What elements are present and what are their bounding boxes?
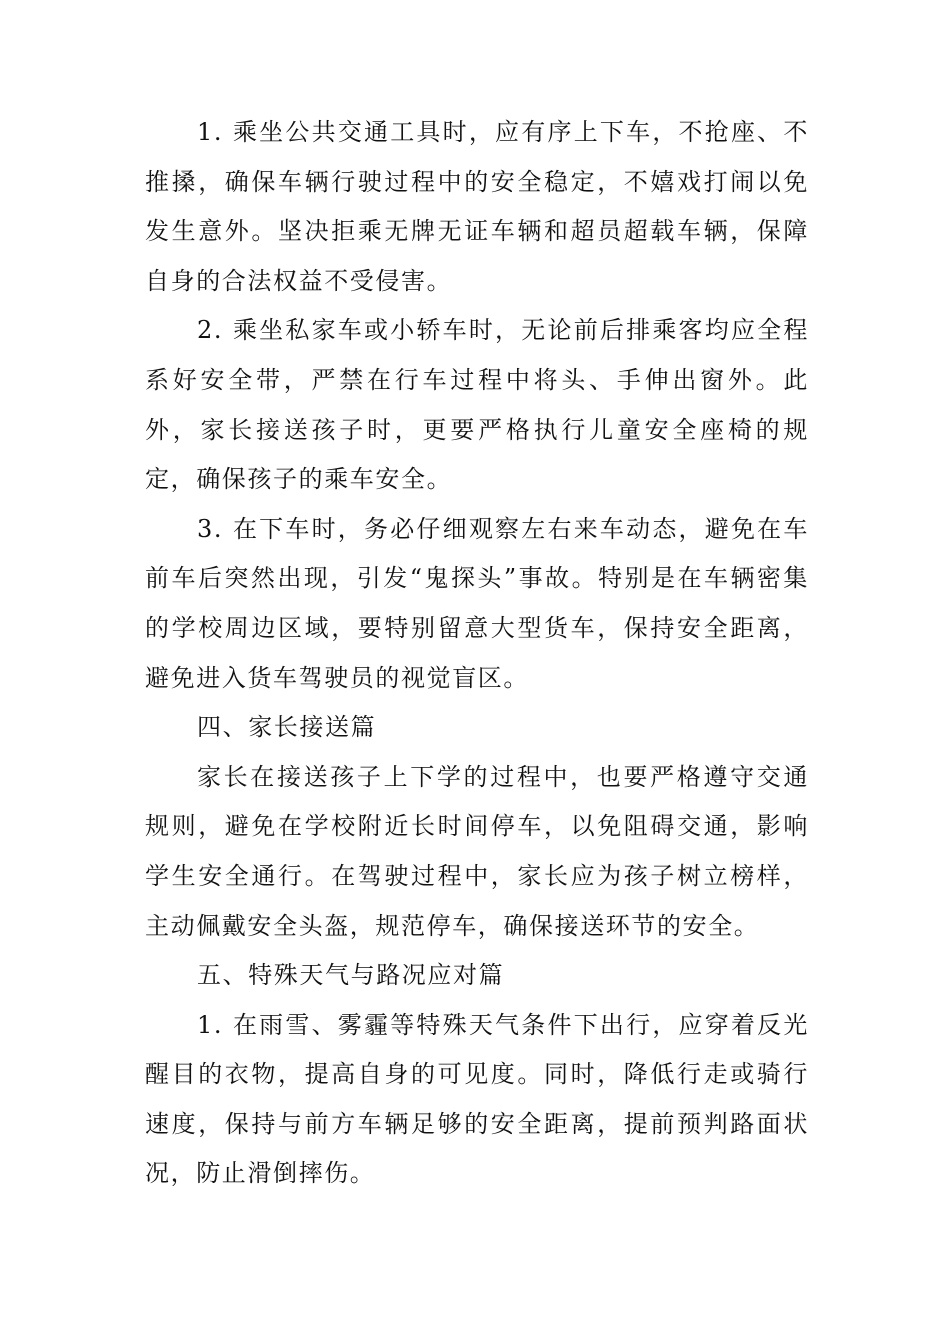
paragraph-special-weather: 1. 在雨雪、雾霾等特殊天气条件下出行，应穿着反光醒目的衣物，提高自身的可见度。同时，降低行走或骑行速度，保持与前方车辆足够的安全距离，提前预判路面状况，防止滑倒摔伤。 xyxy=(145,1010,809,1188)
document-body xyxy=(145,108,809,1199)
paragraph-public-transport: 1. 乘坐公共交通工具时，应有序上下车，不抢座、不推搡，确保车辆行驶过程中的安全稳定，不嬉戏打闹以免发生意外。坚决拒乘无牌无证车辆和超员超载车辆，保障自身的合法权益不受侵害。 xyxy=(145,118,809,295)
section-heading-special-weather: 五、特殊天气与路况应对篇 xyxy=(197,961,505,990)
paragraph-parent-pickup: 家长在接送孩子上下学的过程中，也要严格遵守交通规则，避免在学校附近长时间停车，以免阻碍交通，影响学生安全通行。在驾驶过程中，家长应为孩子树立榜样，主动佩戴安全头盔，规范停车，确保接送环节的安全。 xyxy=(145,762,809,940)
paragraph-getting-off: 3. 在下车时，务必仔细观察左右来车动态，避免在车前车后突然出现，引发“鬼探头”事故。特别是在车辆密集的学校周边区域，要特别留意大型货车，保持安全距离，避免进入货车驾驶员的视觉盲区。 xyxy=(145,514,809,692)
section-heading-parent-pickup: 四、家长接送篇 xyxy=(197,713,377,742)
paragraph-private-car: 2. 乘坐私家车或小轿车时，无论前后排乘客均应全程系好安全带，严禁在行车过程中将头、手伸出窗外。此外，家长接送孩子时，更要严格执行儿童安全座椅的规定，确保孩子的乘车安全。 xyxy=(145,316,809,494)
